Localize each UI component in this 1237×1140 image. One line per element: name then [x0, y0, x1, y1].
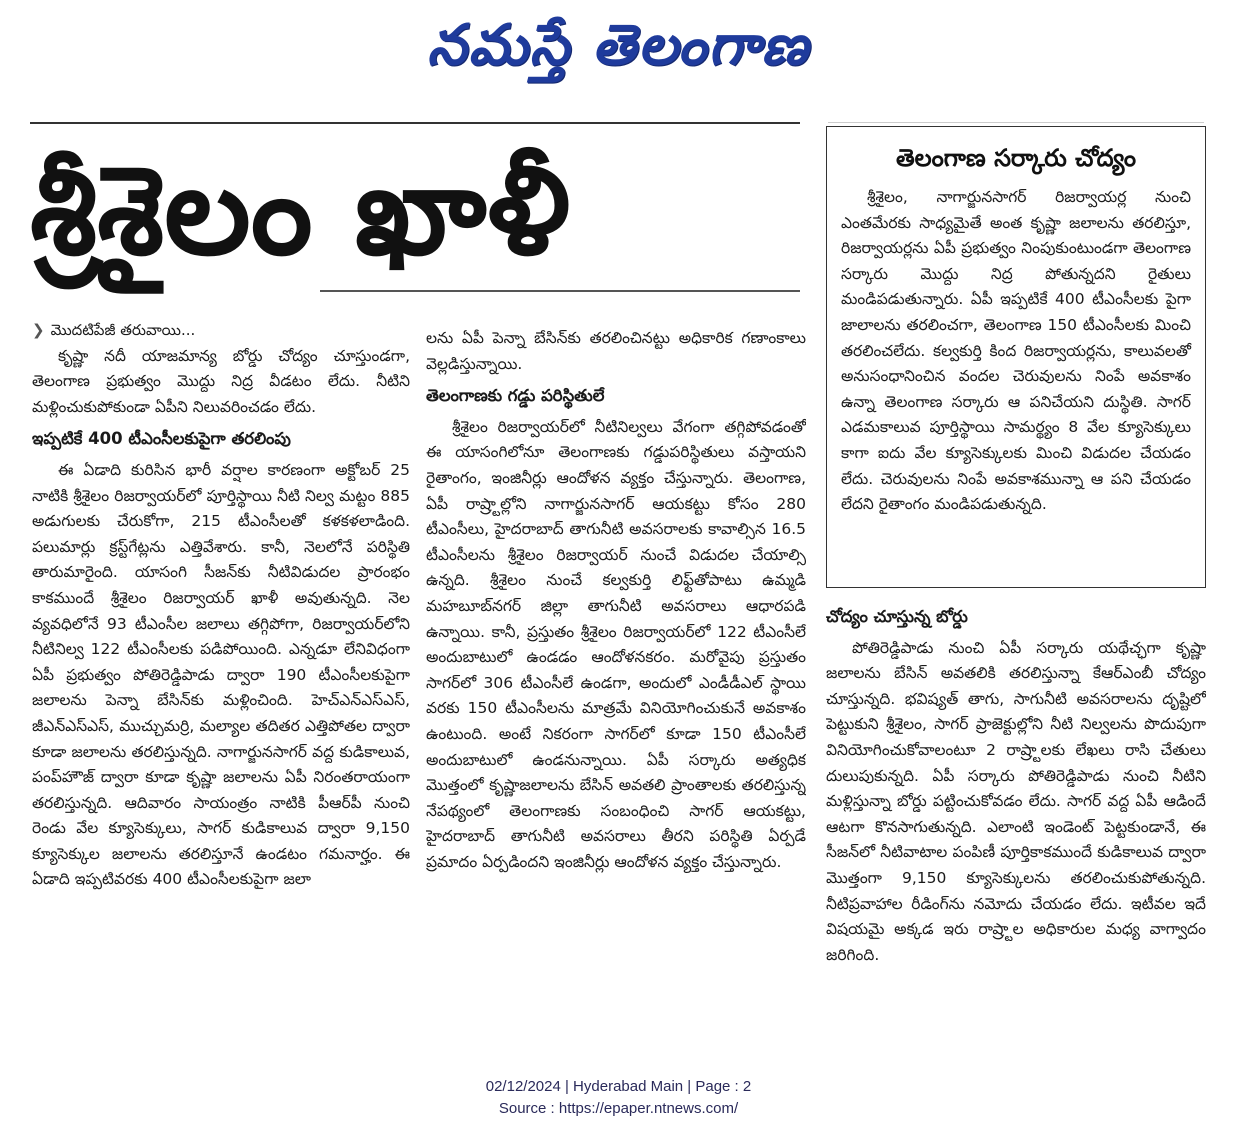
continued-from-line: ❯ మొదటిపేజీ తరువాయి... [32, 318, 410, 344]
subheading-1: ఇప్పటికే 400 టీఎంసీలకుపైగా తరలింపు [32, 429, 291, 449]
article-column-3 [826, 598, 1206, 1028]
chevron-right-icon: ❯ [32, 321, 45, 339]
top-rule-right [828, 122, 1204, 123]
sidebar-title: తెలంగాణ సర్కారు చోద్యం [895, 144, 1137, 172]
headline-rule [320, 290, 800, 292]
sidebar-box [826, 126, 1206, 588]
headline: శ్రీశైలం ఖాళీ [30, 140, 571, 282]
body-paragraph-2: శ్రీశైలం రిజర్వాయర్‌లో నీటినిల్వలు వేగంగా తగ్గిపోవడంతో ఈ యాసంగిలోనూ తెలంగాణకు గడ్డుపరిస్థితులు వస్తాయని రైతాంగం, ఇంజినీర్లు ఆందోళన వ్యక్తం చేస్తున్నారు. తెలంగాణ, ఏపీ రాష్ర్టాల్లోని నాగార్జునసాగర్ ఆయకట్టు కోసం 280 టీఎంసీలు, హైదరాబాద్ తాగునీటి అవసరాలకు కావాల్సిన 16.5 టీఎంసీలను శ్రీశైలం రిజర్వాయర్ నుంచే విడుదల చేయాల్సి ఉన్నది. శ్రీశైలం నుంచే కల్వకుర్తి లిఫ్ట్‌తోపాటు ఉమ్మడి మహబూబ్‌నగర్ జిల్లా తాగునీటి అవసరాలు ఆధారపడి ఉన్నాయి. కానీ, ప్రస్తుతం శ్రీశైలం రిజర్వాయర్‌లో 122 టీఎంసీలే అందుబాటులో ఉండడం ఆందోళనకరం. మరోవైపు ప్రస్తుతం సాగర్‌లో 306 టీఎంసీలే ఉండగా, అందులో ఎండీడీఎల్ స్థాయి వరకు 150 టీఎంసీలను మాత్రమే వినియోగించుకునే అవకాశం ఉంటుంది. అంటే నికరంగా సాగర్‌లో కూడా 150 టీఎంసీలే అందుబాటులో ఉండనున్నాయి. ఏపీ సర్కారు అత్యధిక మొత్తంలో కృష్ణాజలాలను బేసిన్ అవతలి ప్రాంతాలకు తరలిస్తున్న నేపథ్యంలో తెలంగాణకు సంబంధించి సాగర్ ఆయకట్టు, హైదరాబాద్ తాగునీటి అవసరాలు తీరని పరిస్థితి ఏర్పడే ప్రమాదం ఏర్పడిందని ఇంజినీర్లు ఆందోళన వ్యక్తం చేస్తున్నారు. [426, 417, 806, 871]
intro-paragraph: కృష్ణా నదీ యాజమాన్య బోర్డు చోద్యం చూస్తుండగా, తెలంగాణ ప్రభుత్వం మొద్దు నిద్ర వీడటం లేదు. నీటిని మళ్లించుకుపోకుండా ఏపీని నిలువరించడం లేదు. [32, 346, 410, 416]
page-footer [0, 1076, 1237, 1120]
top-rule [30, 122, 800, 124]
body-paragraph-1: ఈ ఏడాది కురిసిన భారీ వర్షాల కారణంగా అక్టోబర్ 25 నాటికి శ్రీశైలం రిజర్వాయర్‌లో పూర్తిస్థాయి నీటి నిల్వ మట్టం 885 అడుగులకు చేరుకోగా, 215 టీఎంసీలతో కళకళలాడింది. పలుమార్లు క్రస్ట్‌గేట్లను ఎత్తివేశారు. కానీ, నెలలోనే పరిస్థితి తారుమారైంది. యాసంగి సీజన్‌కు నీటివిడుదల ప్రారంభం కాకముందే శ్రీశైలం రిజర్వాయర్ ఖాళీ అవుతున్నది. నెల వ్యవధిలోనే 93 టీఎంసీల జలాలు తగ్గిపోగా, రిజర్వాయర్‌లోని నీటినిల్వ 122 టీఎంసీలకు పడిపోయింది. ఎన్నడూ లేనివిధంగా ఏపీ ప్రభుత్వం పోతిరెడ్డిపాడు ద్వారా 190 టీఎంసీలకుపైగా జలాలను పెన్నా బేసిన్‌కు మళ్లించింది. హెచ్ఎన్ఎస్ఎస్, జీఎన్ఎస్ఎస్, ముచ్చుమర్రి, మల్యాల తదితర ఎత్తిపోతల ద్వారా కూడా జలాలను తరలిస్తున్నది. నాగార్జునసాగర్ వద్ద కుడికాలువ, పంప్‌హౌజ్ ద్వారా కూడా కృష్ణా జలాలను ఏపీ నిరంతరాయంగా తరలిస్తున్నది. ఆదివారం సాయంత్రం నాటికి పీఆర్‌పీ నుంచి రెండు వేల క్యూసెక్కులు, సాగర్ కుడికాలువ ద్వారా 9,150 క్యూసెక్కుల జలాలను తరలిస్తూనే ఉండటం గమనార్హం. ఈ ఏడాది ఇప్పటివరకు 400 టీఎంసీలకుపైగా జలా [32, 460, 410, 889]
subheading-2: తెలంగాణకు గడ్డు పరిస్థితులే [426, 386, 605, 406]
subheading-3: చోద్యం చూస్తున్న బోర్డు [826, 607, 968, 626]
footer-date-edition: 02/12/2024 | Hyderabad Main | Page : 2 [485, 1078, 752, 1095]
article-column-1 [32, 318, 410, 1018]
footer-source: Source : https://epaper.ntnews.com/ [498, 1100, 739, 1117]
continued-paragraph: లను ఏపీ పెన్నా బేసిన్‌కు తరలించినట్టు అధికారిక గణాంకాలు వెల్లడిస్తున్నాయి. [426, 329, 806, 373]
body-paragraph-3: పోతిరెడ్డిపాడు నుంచి ఏపీ సర్కారు యథేచ్ఛగా కృష్ణా జలాలను బేసిన్ అవతలికి తరలిస్తున్నా కేఆర్ఎంబీ చోద్యం చూస్తున్నది. భవిష్యత్ తాగు, సాగునీటి అవసరాలను దృష్టిలో పెట్టుకుని శ్రీశైలం, సాగర్ ప్రాజెక్టుల్లోని నీటి నిల్వలను పొదుపుగా వినియోగించుకోవాలంటూ 2 రాష్ర్టాలకు లేఖలు రాసి చేతులు దులుపుకున్నది. ఏపీ సర్కారు పోతిరెడ్డిపాడు నుంచి నీటిని మళ్లిస్తున్నా బోర్డు పట్టించుకోవడం లేదు. సాగర్ వద్ద ఏపీ ఆడిందే ఆటగా కొనసాగుతున్నది. ఎలాంటి ఇండెంట్ పెట్టకుండానే, ఈ సీజన్‌లో నీటివాటాల పంపిణీ పూర్తికాకముందే కుడికాలువ ద్వారా మొత్తంగా 9,150 క్యూసెక్కులను తరలించుకుపోతున్నది. నీటిప్రవాహాల రీడింగ్‌ను నమోదు చేయడం లేదు. ఇటీవల ఇదే విషయమై అక్కడ ఇరు రాష్ర్టాల అధికారుల మధ్య వాగ్వాదం జరిగింది. [826, 638, 1206, 964]
sidebar-paragraph: శ్రీశైలం, నాగార్జునసాగర్ రిజర్వాయర్ల నుంచి ఎంతమేరకు సాధ్యమైతే అంత కృష్ణా జలాలను తరలిస్తూ, రిజర్వాయర్లను ఏపీ ప్రభుత్వం నింపుకుంటుండగా తెలంగాణ సర్కారు మొద్దు నిద్ర పోతున్నదని రైతులు మండిపడుతున్నారు. ఏపీ ఇప్పటికే 400 టీఎంసీలకు పైగా జాలాలను తరలించగా, తెలంగాణ 150 టీఎంసీలకు మించి తరలించలేదు. కల్వకుర్తి కింద రిజర్వాయర్లను, కాలువలతో అనుసంధానించిన వందల చెరువులను నింపే అవకాశం ఉన్నా తెలంగాణ సర్కారు ఆ పనిచేయని దుస్థితి. సాగర్ ఎడమకాలువ పూర్తిస్థాయి సామర్థ్యం 8 వేల క్యూసెక్కులు కాగా ఐదు వేల క్యూసెక్కులకు మించి విడుదల చేయడం లేదు. చెరువులను నింపే అవకాశమున్నా ఆ పని చేయడం లేదని రైతాంగం మండిపడుతున్నది. [841, 188, 1191, 514]
newspaper-masthead: నమస్తే తెలంగాణ [427, 13, 810, 78]
article-column-2 [426, 326, 806, 1026]
